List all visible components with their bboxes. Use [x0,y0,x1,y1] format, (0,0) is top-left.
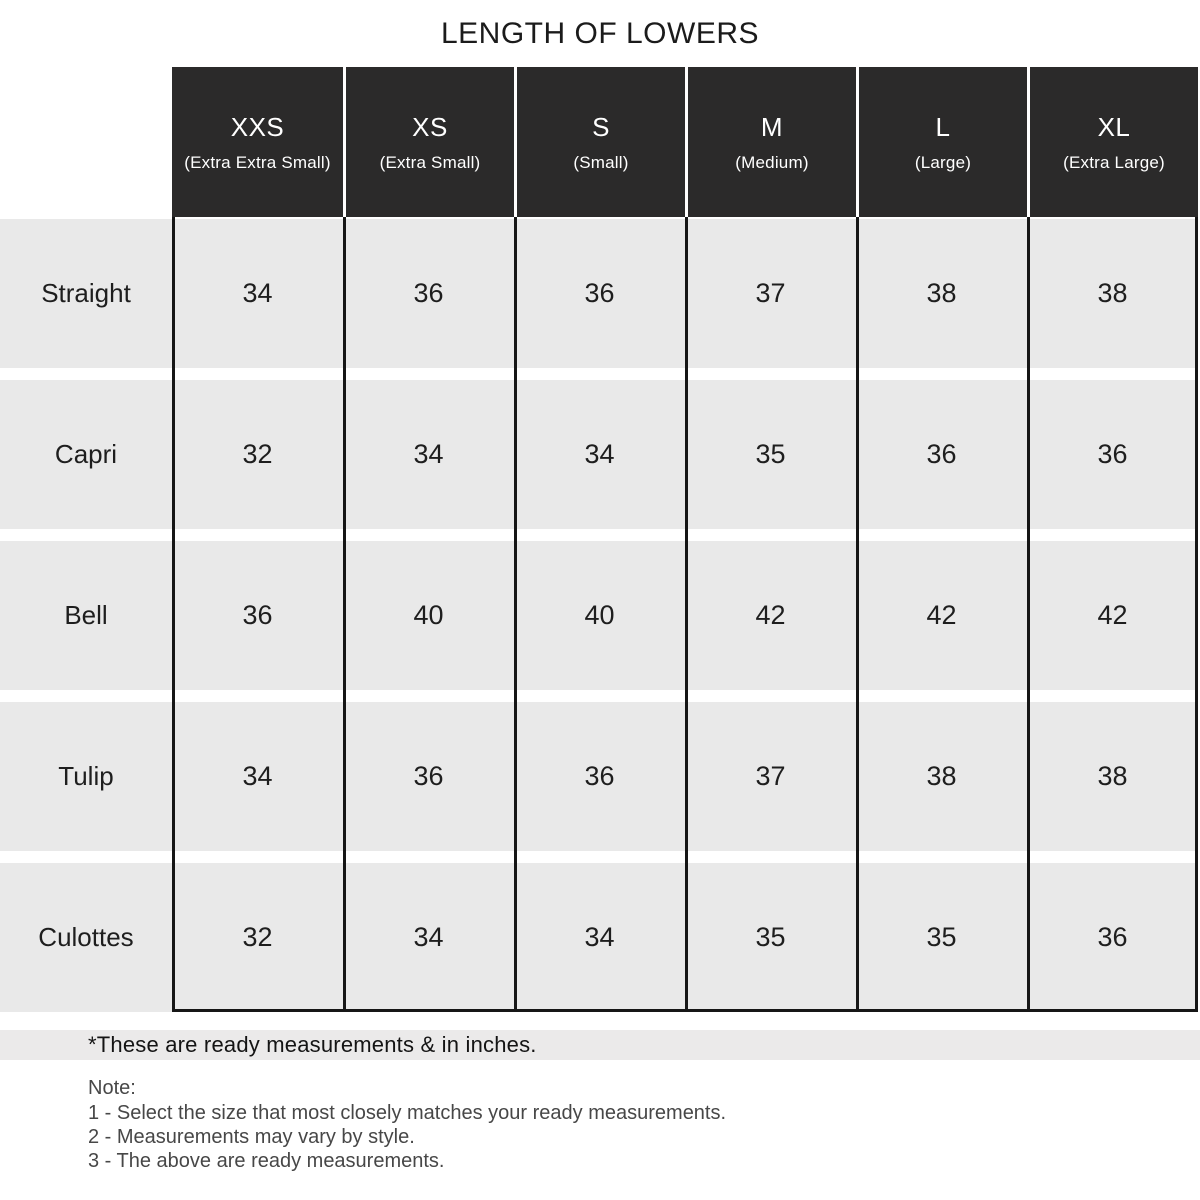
size-header-l [856,67,1027,217]
table-cell: 40 [514,541,685,690]
table-cell: 38 [856,702,1027,851]
table-cell: 35 [685,863,856,1012]
size-code: XXS [230,111,285,142]
table-cell: 37 [685,219,856,368]
table-cell: 38 [856,219,1027,368]
size-code: S [592,111,610,142]
table-cell: 36 [856,380,1027,529]
table-cell: 42 [685,541,856,690]
column-divider [1027,217,1030,1012]
table-header-row [0,67,1200,217]
size-code: L [935,111,951,142]
note-line: 2 - Measurements may vary by style. [88,1126,415,1148]
table-cell: 32 [172,380,343,529]
table-cell: 34 [343,863,514,1012]
table-cell: 38 [1027,219,1198,368]
table-cell: 36 [172,541,343,690]
footnote-text: *These are ready measurements & in inches. [88,1032,537,1057]
table-cell: 36 [1027,863,1198,1012]
size-header-xxs [172,67,343,217]
footnote-strip [0,1030,1200,1060]
table-cell: 36 [1027,380,1198,529]
table-cell: 36 [343,702,514,851]
row-label: Bell [0,541,172,690]
table-row-bell [0,541,1200,690]
table-cell: 34 [514,863,685,1012]
page-title: LENGTH OF LOWERS [440,16,760,50]
table-cell: 35 [856,863,1027,1012]
table-cell: 36 [514,219,685,368]
table-cell: 34 [343,380,514,529]
table-cell: 38 [1027,702,1198,851]
column-divider [172,217,175,1012]
notes-section [88,1076,1200,1173]
size-header-s [514,67,685,217]
row-label: Straight [0,219,172,368]
size-code: M [760,111,784,142]
table-cell: 36 [514,702,685,851]
size-code: XL [1097,111,1131,142]
size-name: (Medium) [735,152,809,172]
row-label: Capri [0,380,172,529]
column-divider [685,217,688,1012]
size-code: XS [412,111,448,142]
table-cell: 34 [172,219,343,368]
size-header-m [685,67,856,217]
note-line: 3 - The above are ready measurements. [88,1150,445,1172]
size-name: (Large) [914,152,972,172]
table-row-tulip [0,702,1200,851]
table-cell: 36 [343,219,514,368]
table-cell: 32 [172,863,343,1012]
table-row-capri [0,380,1200,529]
table-row-straight [0,219,1200,368]
column-divider [343,217,346,1012]
row-label: Tulip [0,702,172,851]
size-table [0,67,1200,1012]
table-cell: 42 [856,541,1027,690]
size-name: (Extra Large) [1063,152,1165,172]
size-name: (Extra Small) [379,152,481,172]
size-name: (Small) [573,152,629,172]
row-label: Culottes [0,863,172,1012]
table-cell: 35 [685,380,856,529]
table-cell: 34 [172,702,343,851]
column-divider [1195,217,1198,1012]
table-body [0,217,1200,1012]
table-cell: 37 [685,702,856,851]
table-cell: 40 [343,541,514,690]
corner-cell [0,67,172,217]
size-header-xs [343,67,514,217]
size-header-xl [1027,67,1198,217]
column-divider [856,217,859,1012]
size-name: (Extra Extra Small) [184,152,331,172]
notes-heading: Note: [88,1077,136,1099]
note-line: 1 - Select the size that most closely matches your ready measurements. [88,1102,727,1124]
table-row-culottes [0,863,1200,1012]
table-cell: 42 [1027,541,1198,690]
column-divider [514,217,517,1012]
table-cell: 34 [514,380,685,529]
table-bottom-border [172,1009,1198,1012]
